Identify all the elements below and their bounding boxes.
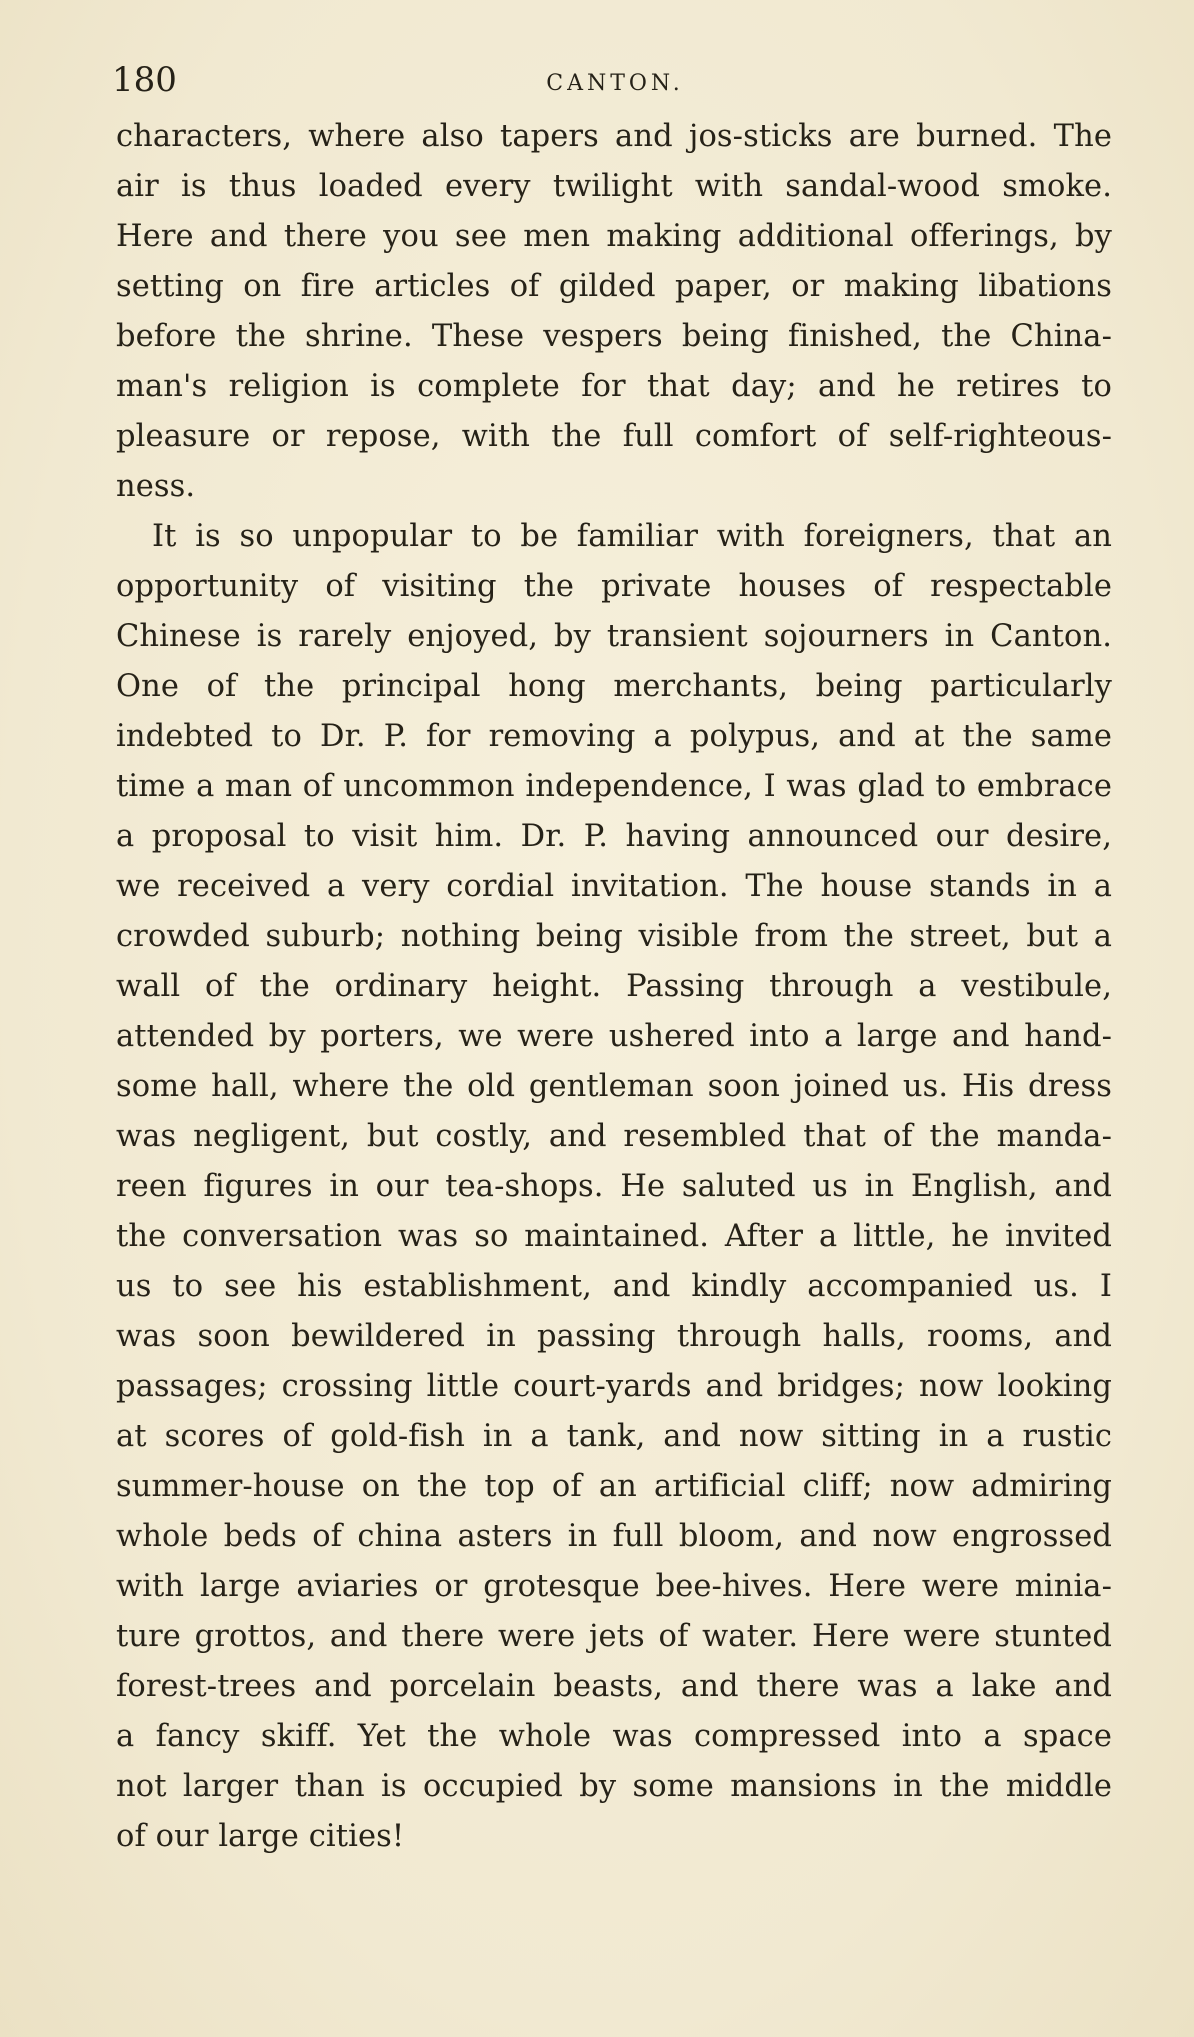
body-text [116, 112, 1112, 1862]
text-line: at scores of gold-fish in a tank, and now sitting in a rustic [116, 1419, 1112, 1454]
text-line: air is thus loaded every twilight with sandal-wood smoke. [116, 169, 1112, 204]
running-head: CANTON. [546, 71, 684, 96]
text-line: time a man of uncommon independence, I was glad to embrace [116, 769, 1112, 804]
text-line: a proposal to visit him. Dr. P. having announced our desire, [116, 819, 1112, 854]
text-line: summer-house on the top of an artificial cliff; now admiring [116, 1469, 1112, 1504]
text-line: us to see his establishment, and kindly accompanied us. I [116, 1269, 1112, 1304]
text-line: passages; crossing little court-yards and bridges; now looking [116, 1369, 1112, 1404]
text-line: ness. [116, 469, 196, 504]
text-line: with large aviaries or grotesque bee-hives. Here were minia- [116, 1569, 1112, 1604]
text-line: crowded suburb; nothing being visible from the street, but a [116, 919, 1112, 954]
paragraph-2 [116, 512, 1112, 1862]
text-line: we received a very cordial invitation. The house stands in a [116, 869, 1112, 904]
text-line: attended by porters, we were ushered into a large and hand- [116, 1019, 1112, 1054]
paragraph-1 [116, 112, 1112, 512]
text-line: pleasure or repose, with the full comfort of self-righteous- [116, 419, 1112, 454]
text-line: opportunity of visiting the private houses of respectable [116, 569, 1112, 604]
text-line: One of the principal hong merchants, being particularly [116, 669, 1112, 704]
page-number: 180 [112, 60, 177, 100]
text-line: forest-trees and porcelain beasts, and there was a lake and [116, 1669, 1112, 1704]
text-line: Chinese is rarely enjoyed, by transient sojourners in Canton. [116, 619, 1112, 654]
text-line: Here and there you see men making additional offerings, by [116, 219, 1112, 254]
text-line: of our large cities! [116, 1819, 405, 1854]
page-header [112, 58, 1118, 108]
text-line: whole beds of china asters in full bloom, and now engrossed [116, 1519, 1112, 1554]
text-line: the conversation was so maintained. After a little, he invited [116, 1219, 1112, 1254]
text-line: setting on fire articles of gilded paper, or making libations [116, 269, 1112, 304]
text-line: was soon bewildered in passing through halls, rooms, and [116, 1319, 1112, 1354]
text-line: some hall, where the old gentleman soon joined us. His dress [116, 1069, 1112, 1104]
text-line: It is so unpopular to be familiar with foreigners, that an [152, 519, 1112, 554]
text-line: ture grottos, and there were jets of water. Here were stunted [116, 1619, 1112, 1654]
text-line: man's religion is complete for that day; and he retires to [116, 369, 1112, 404]
text-line: indebted to Dr. P. for removing a polypus, and at the same [116, 719, 1112, 754]
text-line: before the shrine. These vespers being finished, the China- [116, 319, 1112, 354]
text-line: characters, where also tapers and jos-sticks are burned. The [116, 119, 1112, 154]
text-line: not larger than is occupied by some mansions in the middle [116, 1769, 1112, 1804]
text-line: was negligent, but costly, and resembled that of the manda- [116, 1119, 1112, 1154]
text-line: reen figures in our tea-shops. He saluted us in English, and [116, 1169, 1112, 1204]
text-line: a fancy skiff. Yet the whole was compressed into a space [116, 1719, 1112, 1754]
text-line: wall of the ordinary height. Passing through a vestibule, [116, 969, 1112, 1004]
